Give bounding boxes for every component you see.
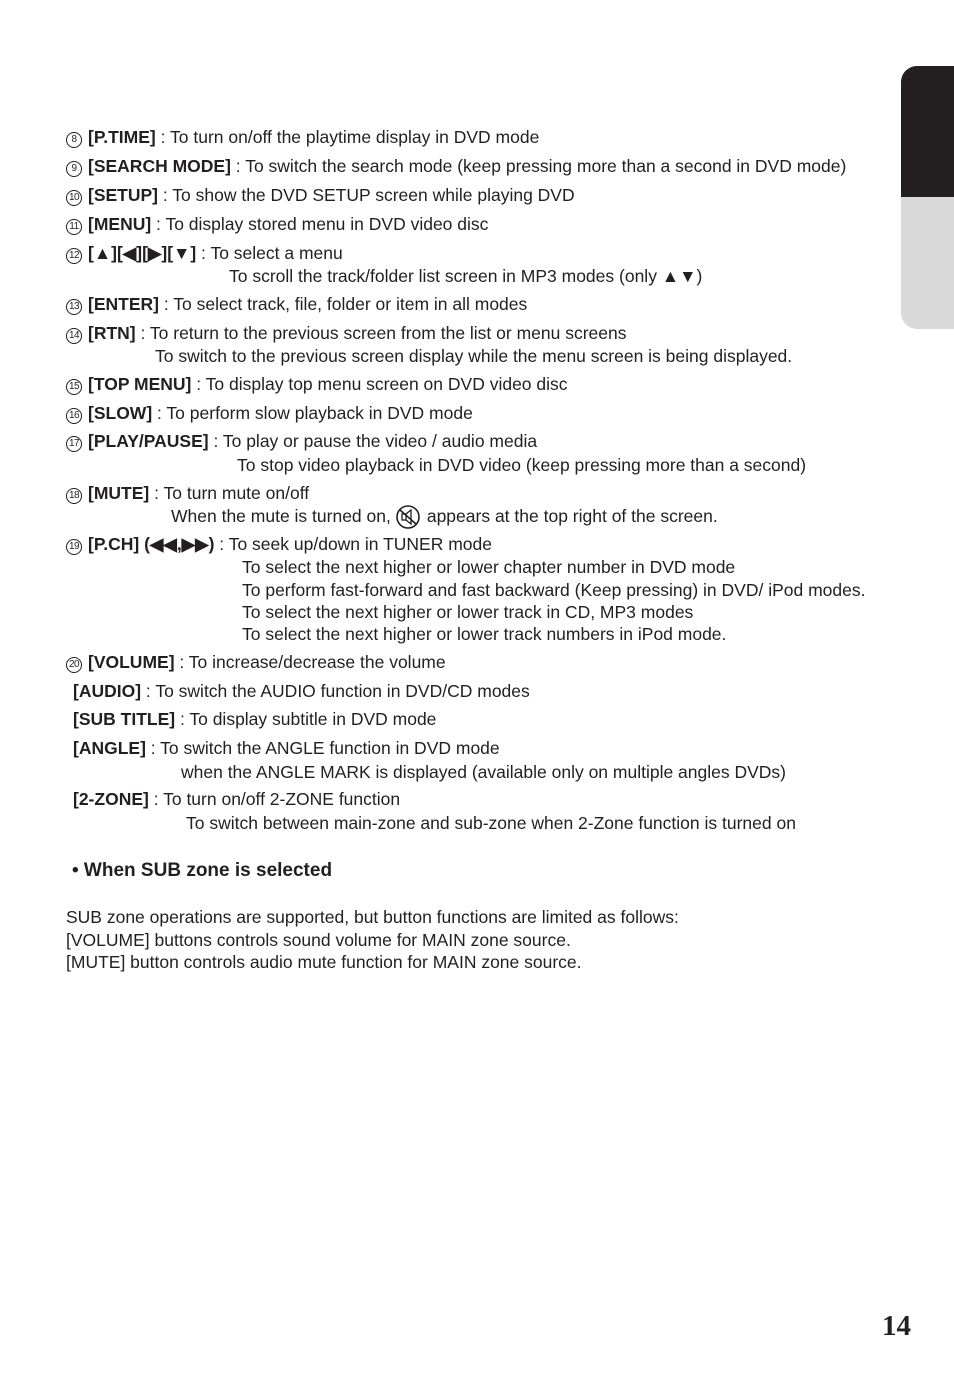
item-continuation: To switch between main-zone and sub-zone when 2-Zone function is turned on [186, 813, 796, 833]
item-number: 19 [66, 539, 82, 555]
item-p-time [66, 126, 539, 148]
item-number: 16 [66, 408, 82, 424]
item-continuation: when the ANGLE MARK is displayed (available only on multiple angles DVDs) [181, 762, 787, 782]
item-menu [66, 213, 488, 235]
button-name: [TOP MENU] [88, 374, 192, 394]
mute-note-start: When the mute is turned on, [171, 506, 391, 526]
sub-zone-heading: • When SUB zone is selected [72, 860, 333, 881]
mute-icon [395, 505, 421, 534]
item-description: : To display top menu screen on DVD video disc [191, 374, 568, 394]
button-name: [PLAY/PAUSE] [88, 431, 209, 451]
item-number: 13 [66, 299, 82, 315]
paragraph-line: [VOLUME] buttons controls sound volume for MAIN zone source. [66, 929, 571, 950]
item-number: 17 [66, 436, 82, 452]
item-continuation: To scroll the track/folder list screen in MP3 modes (only ▲▼) [229, 266, 703, 286]
item-description: : To perform slow playback in DVD mode [152, 403, 473, 423]
item-audio [73, 680, 530, 702]
paragraph-line: SUB zone operations are supported, but button functions are limited as follows: [66, 907, 679, 927]
button-name: [SEARCH MODE] [88, 156, 231, 176]
item-slow [66, 402, 473, 424]
button-name: [SUB TITLE] [73, 709, 176, 729]
item-continuation: To stop video playback in DVD video (keep pressing more than a second) [237, 455, 807, 475]
item-description: : To play or pause the video / audio media [208, 431, 538, 451]
item-p-ch [66, 533, 492, 555]
item-arrows [66, 242, 343, 264]
mute-note-end: appears at the top right of the screen. [426, 506, 718, 526]
item-volume [66, 651, 446, 673]
item-number: 20 [66, 657, 82, 673]
item-number: 10 [66, 190, 82, 206]
item-number: 14 [66, 328, 82, 344]
button-name: [SLOW] [88, 403, 153, 423]
item-description: : To display subtitle in DVD mode [175, 709, 437, 729]
button-name: [VOLUME] [88, 652, 175, 672]
item-description: : To switch the ANGLE function in DVD mode [145, 738, 500, 758]
item-number: 18 [66, 488, 82, 504]
item-number: 11 [66, 219, 82, 235]
item-description: : To turn on/off 2-ZONE function [148, 789, 401, 809]
item-top-menu [66, 373, 568, 395]
section-tab-dark [901, 66, 954, 197]
item-continuation: To select the next higher or lower track in CD, MP3 modes [242, 602, 694, 622]
item-description: : To return to the previous screen from the list or menu screens [135, 323, 627, 343]
item-description: : To switch the search mode (keep pressing more than a second in DVD mode) [230, 156, 847, 176]
item-2-zone [73, 788, 400, 810]
item-number: 12 [66, 248, 82, 264]
button-name: [▲][◀][▶][▼] [88, 243, 197, 263]
item-description: : To display stored menu in DVD video disc [151, 214, 489, 234]
item-number: 8 [66, 132, 82, 148]
section-tab-light [901, 197, 954, 329]
sub-zone-paragraph [66, 906, 679, 974]
item-play-pause [66, 430, 537, 452]
item-description: : To select track, file, folder or item in all modes [158, 294, 528, 314]
item-description: : To increase/decrease the volume [174, 652, 446, 672]
button-name: [P.CH] (◀◀,▶▶) [88, 534, 215, 554]
item-angle [73, 737, 500, 759]
item-description: : To turn on/off the playtime display in DVD mode [155, 127, 540, 147]
paragraph-line: [MUTE] button controls audio mute function for MAIN zone source. [66, 952, 582, 972]
button-name: [MENU] [88, 214, 152, 234]
button-name: [2-ZONE] [73, 789, 149, 809]
item-continuation: To select the next higher or lower track numbers in iPod mode. [242, 624, 727, 644]
button-name: [AUDIO] [73, 681, 142, 701]
item-description: : To turn mute on/off [149, 483, 310, 503]
item-description: : To show the DVD SETUP screen while playing DVD [158, 185, 575, 205]
button-name: [ANGLE] [73, 738, 146, 758]
button-name: [SETUP] [88, 185, 158, 205]
item-search-mode [66, 155, 846, 177]
button-name: [ENTER] [88, 294, 159, 314]
item-description: : To seek up/down in TUNER mode [214, 534, 492, 554]
item-continuation: To switch to the previous screen display while the menu screen is being displayed. [155, 346, 793, 366]
item-continuation [171, 505, 718, 534]
item-continuation: To perform fast-forward and fast backward (Keep pressing) in DVD/ iPod modes. [242, 580, 866, 600]
item-sub-title [73, 708, 436, 730]
item-setup [66, 184, 575, 206]
button-name: [RTN] [88, 323, 136, 343]
button-name: [MUTE] [88, 483, 150, 503]
page-number: 14 [882, 1310, 911, 1342]
item-number: 15 [66, 379, 82, 395]
item-number: 9 [66, 161, 82, 177]
item-rtn [66, 322, 627, 344]
item-description: : To select a menu [196, 243, 343, 263]
item-enter [66, 293, 527, 315]
item-mute [66, 482, 309, 504]
button-name: [P.TIME] [88, 127, 156, 147]
item-description: : To switch the AUDIO function in DVD/CD modes [141, 681, 530, 701]
item-continuation: To select the next higher or lower chapter number in DVD mode [242, 557, 736, 577]
